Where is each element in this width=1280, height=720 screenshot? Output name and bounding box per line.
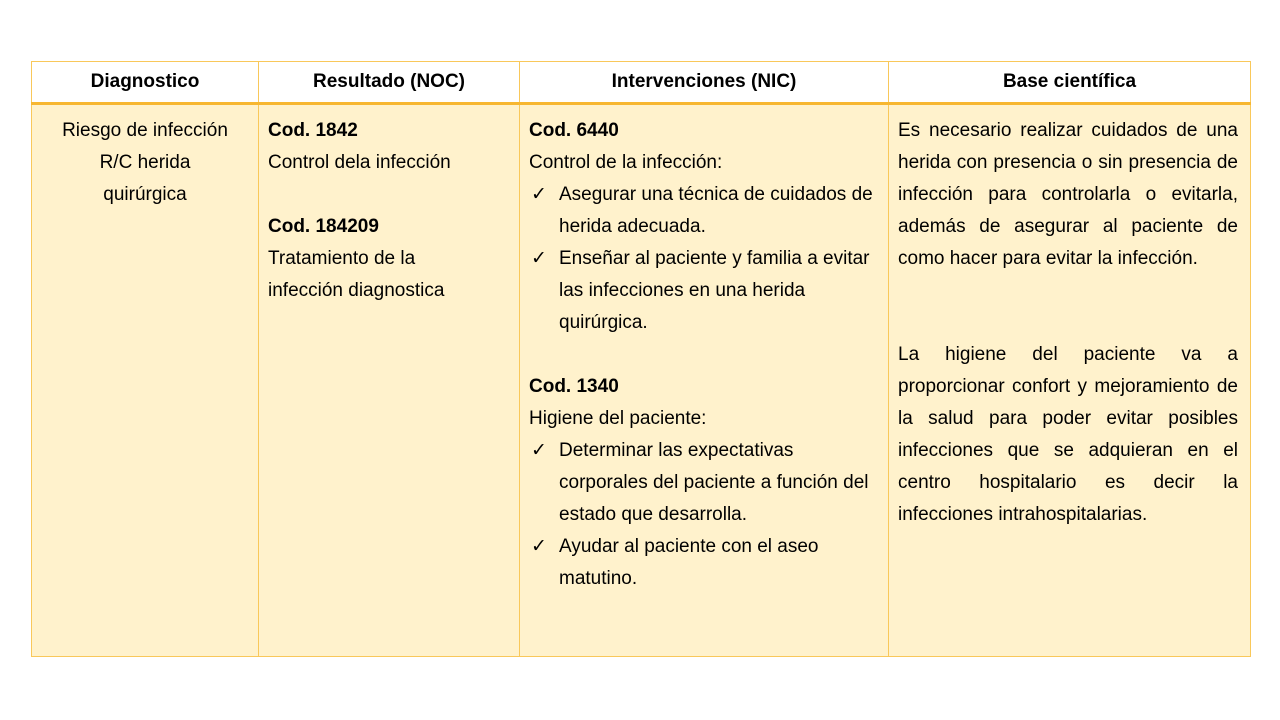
- cell-diagnostico: [32, 104, 259, 657]
- checkmark-icon: ✓: [531, 248, 547, 269]
- nic-code: Cod. 6440: [529, 120, 619, 141]
- header-row: [32, 62, 1251, 104]
- nursing-care-table: [31, 61, 1251, 657]
- noc-label: Tratamiento de la: [268, 248, 416, 269]
- list-item: [529, 531, 879, 595]
- noc-code: Cod. 184209: [268, 216, 379, 237]
- base-paragraph: Es necesario realizar cuidados de una herida con presencia o sin presencia de infección para controlarla o evitarla, además de asegurar al paciente de como hacer para evitar la infección.: [898, 120, 1238, 269]
- nic-title: Control de la infección:: [529, 152, 723, 173]
- header-diagnostico: Diagnostico: [32, 62, 259, 104]
- nic-code: Cod. 1340: [529, 376, 619, 397]
- diagnostico-line: Riesgo de infección: [62, 120, 228, 141]
- cell-intervenciones: [520, 104, 889, 657]
- header-resultado-noc: Resultado (NOC): [259, 62, 520, 104]
- nic-checklist: [529, 179, 879, 339]
- base-paragraph: La higiene del paciente va a proporcionar confort y mejoramiento de la salud para poder evitar posibles infecciones que se adquieran en el centro hospitalario es decir la infecciones intrahospitalarias.: [898, 344, 1238, 525]
- list-item-text: Enseñar al paciente y familia a evitar las infecciones en una herida quirúrgica.: [559, 248, 870, 333]
- cell-base-cientifica: [889, 104, 1251, 657]
- cell-resultado: [259, 104, 520, 657]
- noc-label: infección diagnostica: [268, 280, 445, 301]
- list-item: [529, 435, 879, 531]
- checkmark-icon: ✓: [531, 440, 547, 461]
- checkmark-icon: ✓: [531, 536, 547, 557]
- noc-label: Control dela infección: [268, 152, 451, 173]
- list-item-text: Determinar las expectativas corporales del paciente a función del estado que desarrolla.: [559, 440, 869, 525]
- list-item: [529, 243, 879, 339]
- header-intervenciones-nic: Intervenciones (NIC): [520, 62, 889, 104]
- diagnostico-line: R/C herida: [99, 152, 191, 173]
- noc-code: Cod. 1842: [268, 120, 358, 141]
- list-item-text: Asegurar una técnica de cuidados de herida adecuada.: [559, 184, 873, 237]
- diagnostico-line: quirúrgica: [103, 184, 187, 205]
- table-row: [32, 104, 1251, 657]
- list-item-text: Ayudar al paciente con el aseo matutino.: [559, 536, 819, 589]
- nic-title: Higiene del paciente:: [529, 408, 707, 429]
- header-base-cientifica: Base científica: [889, 62, 1251, 104]
- nic-checklist: [529, 435, 879, 595]
- checkmark-icon: ✓: [531, 184, 547, 205]
- list-item: [529, 179, 879, 243]
